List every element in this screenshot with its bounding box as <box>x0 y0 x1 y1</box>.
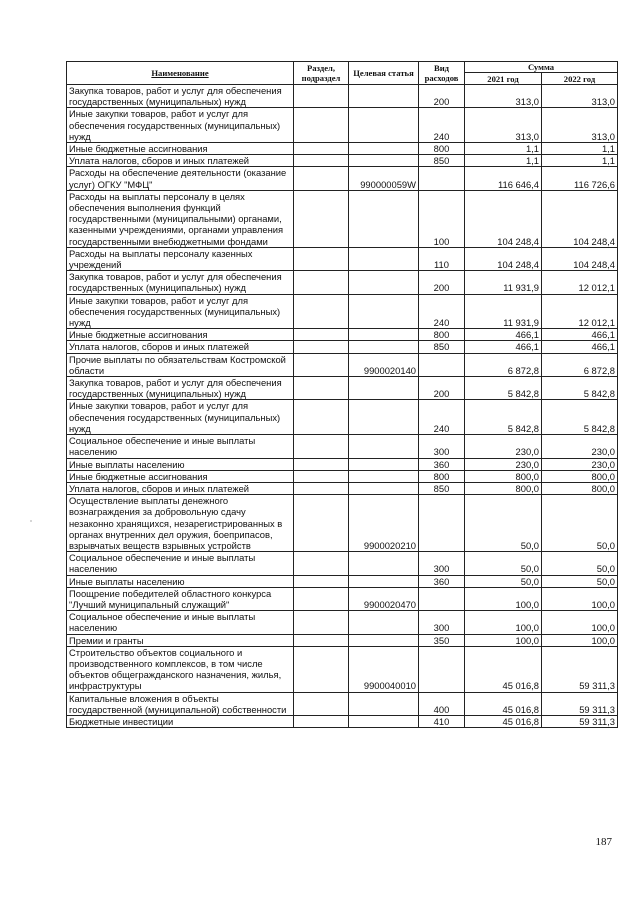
sum-2022-cell: 5 842,8 <box>542 400 618 435</box>
sum-2021-cell: 313,0 <box>465 85 542 108</box>
expense-type-cell: 200 <box>419 85 465 108</box>
name-cell: Иные бюджетные ассигнования <box>67 470 294 482</box>
expense-type-cell: 200 <box>419 271 465 294</box>
target-article-cell <box>349 435 419 458</box>
name-cell: Расходы на выплаты персоналу казенных учреждений <box>67 247 294 270</box>
target-article-cell <box>349 85 419 108</box>
expense-type-cell: 240 <box>419 400 465 435</box>
name-cell: Бюджетные инвестиции <box>67 715 294 727</box>
expense-type-cell: 360 <box>419 575 465 587</box>
expense-type-cell: 850 <box>419 341 465 353</box>
name-cell: Уплата налогов, сборов и иных платежей <box>67 482 294 494</box>
razdel-cell <box>294 377 349 400</box>
sum-2021-cell: 50,0 <box>465 495 542 552</box>
sum-2022-cell: 100,0 <box>542 587 618 610</box>
sum-2022-cell: 800,0 <box>542 482 618 494</box>
name-cell: Строительство объектов социального и производственного комплексов, в том числе объектов общегражданского назначения, жилья, инфраструктуры <box>67 646 294 692</box>
sum-2021-cell: 1,1 <box>465 155 542 167</box>
expense-type-cell: 350 <box>419 634 465 646</box>
table-row <box>67 482 618 494</box>
table-row <box>67 458 618 470</box>
sum-2022-cell: 6 872,8 <box>542 353 618 376</box>
table-row <box>67 692 618 715</box>
table-row <box>67 611 618 634</box>
razdel-cell <box>294 715 349 727</box>
sum-2022-cell: 100,0 <box>542 634 618 646</box>
razdel-cell <box>294 85 349 108</box>
sum-2022-cell: 800,0 <box>542 470 618 482</box>
target-article-cell: 9900040010 <box>349 646 419 692</box>
expense-type-cell: 850 <box>419 482 465 494</box>
table-row <box>67 634 618 646</box>
sum-2021-cell: 45 016,8 <box>465 646 542 692</box>
sum-2021-cell: 5 842,8 <box>465 400 542 435</box>
sum-2021-cell: 230,0 <box>465 435 542 458</box>
expense-type-cell: 240 <box>419 108 465 143</box>
sum-2021-cell: 466,1 <box>465 341 542 353</box>
sum-2021-cell: 800,0 <box>465 482 542 494</box>
target-article-cell: 9900020140 <box>349 353 419 376</box>
table-row <box>67 155 618 167</box>
target-article-cell <box>349 155 419 167</box>
header-tselevaya: Целевая статья <box>349 62 419 85</box>
name-cell: Социальное обеспечение и иные выплаты населению <box>67 552 294 575</box>
sum-2021-cell: 5 842,8 <box>465 377 542 400</box>
name-cell: Иные закупки товаров, работ и услуг для обеспечения государственных (муниципальных) нужд <box>67 108 294 143</box>
table-row <box>67 575 618 587</box>
sum-2021-cell: 6 872,8 <box>465 353 542 376</box>
sum-2021-cell: 104 248,4 <box>465 190 542 247</box>
sum-2022-cell: 50,0 <box>542 495 618 552</box>
sum-2021-cell: 11 931,9 <box>465 271 542 294</box>
table-row <box>67 247 618 270</box>
name-cell: Иные бюджетные ассигнования <box>67 329 294 341</box>
header-vid: Вид расходов <box>419 62 465 85</box>
table-row <box>67 143 618 155</box>
expense-type-cell: 400 <box>419 692 465 715</box>
table-row <box>67 400 618 435</box>
table-row <box>67 435 618 458</box>
header-name: Наименование <box>67 62 294 85</box>
target-article-cell <box>349 692 419 715</box>
name-cell: Уплата налогов, сборов и иных платежей <box>67 341 294 353</box>
budget-table <box>66 61 618 728</box>
table-row <box>67 552 618 575</box>
razdel-cell <box>294 108 349 143</box>
expense-type-cell: 300 <box>419 435 465 458</box>
table-row <box>67 353 618 376</box>
sum-2021-cell: 45 016,8 <box>465 692 542 715</box>
razdel-cell <box>294 435 349 458</box>
sum-2021-cell: 50,0 <box>465 575 542 587</box>
name-cell: Иные выплаты населению <box>67 458 294 470</box>
table-row <box>67 341 618 353</box>
target-article-cell <box>349 341 419 353</box>
sum-2022-cell: 104 248,4 <box>542 247 618 270</box>
target-article-cell <box>349 611 419 634</box>
name-cell: Закупка товаров, работ и услуг для обеспечения государственных (муниципальных) нужд <box>67 377 294 400</box>
name-cell: Прочие выплаты по обязательствам Костромской области <box>67 353 294 376</box>
sum-2022-cell: 12 012,1 <box>542 294 618 329</box>
razdel-cell <box>294 155 349 167</box>
expense-type-cell: 410 <box>419 715 465 727</box>
target-article-cell <box>349 271 419 294</box>
table-row <box>67 646 618 692</box>
sum-2022-cell: 466,1 <box>542 329 618 341</box>
name-cell: Иные закупки товаров, работ и услуг для обеспечения государственных (муниципальных) нужд <box>67 294 294 329</box>
razdel-cell <box>294 190 349 247</box>
sum-2021-cell: 45 016,8 <box>465 715 542 727</box>
expense-type-cell <box>419 587 465 610</box>
table-row <box>67 715 618 727</box>
sum-2022-cell: 1,1 <box>542 143 618 155</box>
sum-2022-cell: 230,0 <box>542 458 618 470</box>
expense-type-cell: 360 <box>419 458 465 470</box>
sum-2022-cell: 12 012,1 <box>542 271 618 294</box>
sum-2022-cell: 313,0 <box>542 108 618 143</box>
target-article-cell <box>349 400 419 435</box>
target-article-cell <box>349 552 419 575</box>
expense-type-cell: 800 <box>419 329 465 341</box>
name-cell: Закупка товаров, работ и услуг для обеспечения государственных (муниципальных) нужд <box>67 85 294 108</box>
target-article-cell <box>349 294 419 329</box>
page-number: 187 <box>595 836 612 848</box>
sum-2022-cell: 116 726,6 <box>542 167 618 190</box>
razdel-cell <box>294 634 349 646</box>
razdel-cell <box>294 341 349 353</box>
sum-2022-cell: 59 311,3 <box>542 646 618 692</box>
header-razdel: Раздел, подраздел <box>294 62 349 85</box>
name-cell: Расходы на выплаты персоналу в целях обеспечения выполнения функций государственными (муниципальными) органами, казенными учреждениями, органами управления государственными внебюджетными фондами <box>67 190 294 247</box>
sum-2022-cell: 230,0 <box>542 435 618 458</box>
sum-2021-cell: 313,0 <box>465 108 542 143</box>
sum-2022-cell: 100,0 <box>542 611 618 634</box>
table-row <box>67 167 618 190</box>
expense-type-cell <box>419 353 465 376</box>
expense-type-cell: 800 <box>419 470 465 482</box>
target-article-cell <box>349 377 419 400</box>
expense-type-cell: 110 <box>419 247 465 270</box>
sum-2022-cell: 50,0 <box>542 575 618 587</box>
table-row <box>67 85 618 108</box>
sum-2022-cell: 466,1 <box>542 341 618 353</box>
expense-type-cell: 200 <box>419 377 465 400</box>
sum-2022-cell: 59 311,3 <box>542 715 618 727</box>
table-row <box>67 108 618 143</box>
name-cell: Иные выплаты населению <box>67 575 294 587</box>
header-year-2022: 2022 год <box>542 73 618 85</box>
sum-2021-cell: 100,0 <box>465 634 542 646</box>
target-article-cell <box>349 329 419 341</box>
table-row <box>67 495 618 552</box>
target-article-cell <box>349 482 419 494</box>
sum-2021-cell: 100,0 <box>465 611 542 634</box>
target-article-cell <box>349 190 419 247</box>
sum-2022-cell: 50,0 <box>542 552 618 575</box>
name-cell: Уплата налогов, сборов и иных платежей <box>67 155 294 167</box>
sum-2022-cell: 59 311,3 <box>542 692 618 715</box>
razdel-cell <box>294 353 349 376</box>
sum-2021-cell: 11 931,9 <box>465 294 542 329</box>
expense-type-cell <box>419 167 465 190</box>
target-article-cell: 9900020210 <box>349 495 419 552</box>
target-article-cell: 9900020470 <box>349 587 419 610</box>
sum-2022-cell: 5 842,8 <box>542 377 618 400</box>
razdel-cell <box>294 329 349 341</box>
expense-type-cell: 300 <box>419 611 465 634</box>
target-article-cell <box>349 143 419 155</box>
sum-2021-cell: 116 646,4 <box>465 167 542 190</box>
sum-2022-cell: 1,1 <box>542 155 618 167</box>
razdel-cell <box>294 495 349 552</box>
razdel-cell <box>294 271 349 294</box>
razdel-cell <box>294 587 349 610</box>
expense-type-cell: 240 <box>419 294 465 329</box>
target-article-cell <box>349 458 419 470</box>
expense-type-cell: 300 <box>419 552 465 575</box>
razdel-cell <box>294 167 349 190</box>
name-cell: Иные закупки товаров, работ и услуг для обеспечения государственных (муниципальных) нужд <box>67 400 294 435</box>
expense-type-cell <box>419 495 465 552</box>
sum-2022-cell: 313,0 <box>542 85 618 108</box>
table-row <box>67 377 618 400</box>
header-year-2021: 2021 год <box>465 73 542 85</box>
name-cell: Иные бюджетные ассигнования <box>67 143 294 155</box>
name-cell: Расходы на обеспечение деятельности (оказание услуг) ОГКУ "МФЦ" <box>67 167 294 190</box>
sum-2021-cell: 466,1 <box>465 329 542 341</box>
expense-type-cell: 100 <box>419 190 465 247</box>
name-cell: Капитальные вложения в объекты государственной (муниципальной) собственности <box>67 692 294 715</box>
table-body <box>67 85 618 728</box>
name-cell: Закупка товаров, работ и услуг для обеспечения государственных (муниципальных) нужд <box>67 271 294 294</box>
sum-2022-cell: 104 248,4 <box>542 190 618 247</box>
table-row <box>67 294 618 329</box>
sum-2021-cell: 50,0 <box>465 552 542 575</box>
expense-type-cell <box>419 646 465 692</box>
target-article-cell <box>349 108 419 143</box>
target-article-cell <box>349 715 419 727</box>
table-row <box>67 329 618 341</box>
name-cell: Социальное обеспечение и иные выплаты населению <box>67 611 294 634</box>
table-row <box>67 271 618 294</box>
table-row <box>67 587 618 610</box>
table-row <box>67 470 618 482</box>
name-cell: Премии и гранты <box>67 634 294 646</box>
sum-2021-cell: 230,0 <box>465 458 542 470</box>
razdel-cell <box>294 247 349 270</box>
target-article-cell <box>349 470 419 482</box>
scan-speck <box>30 520 32 522</box>
razdel-cell <box>294 400 349 435</box>
razdel-cell <box>294 458 349 470</box>
sum-2021-cell: 1,1 <box>465 143 542 155</box>
expense-type-cell: 800 <box>419 143 465 155</box>
name-cell: Поощрение победителей областного конкурса "Лучший муниципальный служащий" <box>67 587 294 610</box>
razdel-cell <box>294 552 349 575</box>
target-article-cell: 990000059W <box>349 167 419 190</box>
name-cell: Социальное обеспечение и иные выплаты населению <box>67 435 294 458</box>
table-row <box>67 190 618 247</box>
sum-2021-cell: 800,0 <box>465 470 542 482</box>
target-article-cell <box>349 247 419 270</box>
name-cell: Осуществление выплаты денежного вознаграждения за добровольную сдачу незаконно хранящихся, незарегистрированных в органах внутренних дел оружия, боеприпасов, взрывчатых веществ взрывных устройств <box>67 495 294 552</box>
target-article-cell <box>349 575 419 587</box>
razdel-cell <box>294 482 349 494</box>
razdel-cell <box>294 646 349 692</box>
expense-type-cell: 850 <box>419 155 465 167</box>
razdel-cell <box>294 143 349 155</box>
header-summa: Сумма <box>465 62 618 73</box>
razdel-cell <box>294 575 349 587</box>
target-article-cell <box>349 634 419 646</box>
sum-2021-cell: 100,0 <box>465 587 542 610</box>
razdel-cell <box>294 692 349 715</box>
sum-2021-cell: 104 248,4 <box>465 247 542 270</box>
razdel-cell <box>294 611 349 634</box>
razdel-cell <box>294 470 349 482</box>
razdel-cell <box>294 294 349 329</box>
